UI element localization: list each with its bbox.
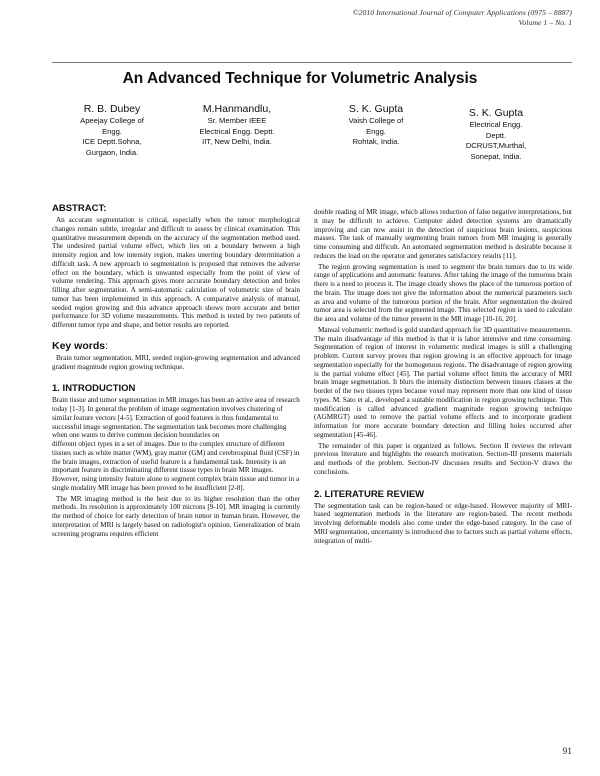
author-affiliation-line: Apeejay College of [80, 116, 144, 125]
literature-paragraph: The segmentation task can be region-based or edge-based. However majority of MRI-based segmentation methods in the literature are region-based. The recent methods involving deformable models also come under the edge-based category. In the case of MRI segmentation, uncertainty is introduced due to factors such as partial volume effects, integration of multi- [314, 501, 572, 545]
body-paragraph: The remainder of this paper is organized as follows. Section II reviews the relevant previous literature and highlights the research motivation. Section-III presents materials and methods of the problem. Section-IV discusses results and Section-V draws the conclusions. [314, 441, 572, 476]
author-name: M.Hanmandlu, [202, 103, 272, 115]
page-number: 91 [562, 747, 572, 757]
author-affiliation-line: Vaish College of [348, 116, 404, 125]
author-affiliation-line: Deptt. [485, 130, 507, 140]
header-divider [52, 62, 572, 63]
intro-paragraph: The MR imaging method is the best due to its higher resolution than the other methods. Its resolution is approximately 100 microns [9-10]. MR imaging is currently the method of choice for early detection of brain tumor in human brain. However, the interpretation of MRI is largely based on radiologist's opinion. Generalization of brain screening programs requires efficient [52, 494, 300, 538]
body-paragraph: Manual volumetric method is gold standard approach for 3D quantitative measurements. The main disadvantage of this method is that it is labor intensive and time consuming. Segmentation of region of interest in volumetric medical images is still a challenging problem. Current survey proves that region growing is an effective approach for image segmentation especially for the homogenous regions. The disadvantage of region growing is the partial volume effect [45]. The partial volume effect limits the accuracy of MRI brain image segmentation. It blurs the intensity distinction between tissues classes at the border of the two tissues types because voxel may represent more than one kind of tissue types. M. Sato et al., developed a suitable modification in region growing technique. This modification is called advanced gradient magnitude region growing technique (AGMRGT) used to remove the partial volume effects and to incorporate gradient information for more accurate boundary detection and filling holes occurred after segmentation [45-46]. [314, 325, 572, 439]
keywords-text: Brain tumor segmentation, MRI, seeded region-growing segmentation and advanced gradient magnitude region growing technique. [52, 353, 300, 371]
author-affiliation-line: DCRUST,Murthal, [465, 141, 527, 150]
author-affiliation-line: Rohtak, India. [352, 137, 400, 146]
body-paragraph: double reading of MR image, which allows reduction of false negative interpretations, but it may be difficult to achieve. Computer aided detection systems are dramatically improving and can now assist in the detection of suspicious brain lesions, suspicious masses. The task of manually segmenting brain tumors from MR imaging is generally time consuming and difficult. An automated segmentation method is desirable because it reduces the load on the operator and generates satisfactory results [11]. [314, 208, 572, 260]
author-block-1 [52, 103, 172, 158]
author-affiliation-line: IIT, New Delhi, India. [202, 137, 272, 146]
author-name: S. K. Gupta [348, 103, 404, 115]
journal-line: ©2010 International Journal of Computer Applications (0975 – 8887) [352, 8, 572, 17]
volume-line: Volume 1 – No. 1 [518, 18, 572, 27]
keywords-heading [52, 340, 300, 354]
author-affiliation-line: Sonepat, India. [470, 151, 522, 161]
keywords-colon: : [105, 340, 108, 352]
intro-paragraph: Brain tissue and tumor segmentation in MR images has been an active area of research today [1-3]. In general the problem of image segmentation involves clustering of similar feature vectors [4-5]. Extraction of good features is thus fundamental to successful image segmentation. The segmentation task becomes more challenging when one wants to derive common decision boundaries on [52, 396, 300, 440]
running-header [353, 8, 572, 28]
author-affiliation-line: Engg. [102, 126, 122, 136]
author-affiliation-line: Electrical Engg. Deptt. [199, 126, 275, 136]
keywords-label: Key words [52, 339, 106, 352]
author-block-2 [177, 103, 297, 148]
author-block-3 [316, 103, 436, 148]
author-affiliation-line: Gurgaon, India. [85, 147, 139, 157]
author-name: R. B. Dubey [83, 103, 141, 115]
author-block-4 [436, 107, 556, 162]
author-affiliation-line: Sr. Member IEEE [207, 116, 267, 125]
author-affiliation-line: Electrical Engg. [469, 120, 523, 129]
intro-paragraph: different object types in a set of images. Due to the complex structure of different tissues such as white matter (WM), gray matter (GM) and cerebrospinal fluid (CSF) in the brain images, extraction of useful feature is a fundamental task. Intensity is an important feature in discriminating different tissue types in brain MR images. However, using intensity feature alone to segment complex brain tissue and tumor in a single modality MR image has been proved to be insufficient [2-8]. [52, 440, 300, 492]
abstract-text: An accurate segmentation is critical, especially when the tumor morphological changes remain subtle, irregular and difficult to assess by clinical examination. This quantitative measurement depends on the accuracy of the segmentation method used. The undesired partial volume effect, which lies on a boundary between a high intensity region and low intensity region, makes unerring boundary determination a difficult task. A new approach to segmentation is proposed that removes the adverse effect on the boundary, which is unwanted especially from the point of view of volume rendering. This approach gives more accurate boundary detection and holes filling after segmentation. A semi-automatic calculation of volumetric size of brain tumor has been implemented in this approach. A comparative analysis of manual, seeded region growing and this advance approach shows more accurate and better performance for 3D volume measurements. This method is tested by two patients of different tumor type and shape, and better results are reported. [52, 216, 300, 329]
author-affiliation-line: Engg. [366, 126, 386, 136]
right-column [314, 208, 572, 545]
author-affiliation-line: ICE Deptt.Sohna, [82, 137, 142, 146]
abstract-heading: ABSTRACT: [52, 203, 107, 214]
left-column [52, 203, 300, 538]
literature-heading: 2. LITERATURE REVIEW [314, 488, 425, 500]
author-name: S. K. Gupta [468, 107, 524, 119]
introduction-heading: 1. INTRODUCTION [52, 383, 136, 395]
body-paragraph: The region growing segmentation is used to segment the brain tumors due to its wide range of applications and automatic features. After taking the image of the tumorous brain there is a need to process it. The image clearly shows the place of the tumorous portion of the brain. The image does not give the information about the numerical parameters such as area and volume of the tumorous portion of the brain. After segmentation the desired tumor area is selected from the segmented image. This selected region is used to calculate the area and volume of the tumor present in the MR image [10-16, 20]. [314, 262, 572, 323]
paper-title: An Advanced Technique for Volumetric Analysis [122, 70, 478, 87]
